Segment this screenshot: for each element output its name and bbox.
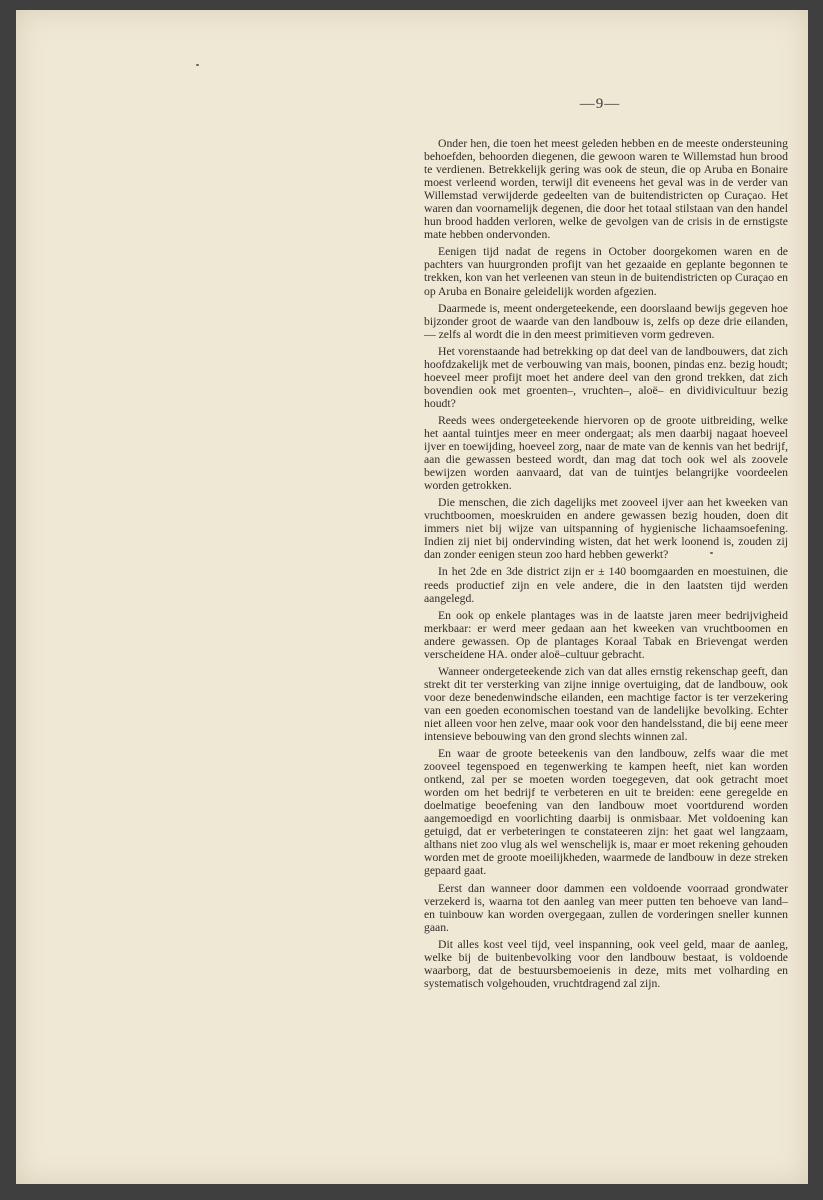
- paragraph: Dit alles kost veel tijd, veel inspanning, ook veel geld, maar de aanleg, welke bij de buitenbevolking voor den landbouw bestaat, is voldoende waarborg, dat de bestuursbemoeienis in deze, mits met volharding en systematisch volgehouden, vruchtdragend zal zijn.: [424, 937, 788, 990]
- paragraph: Reeds wees ondergeteekende hiervoren op de groote uitbreiding, welke het aantal tuintjes meer en meer ondergaat; als men daarbij nagaat hoeveel ijver en toewijding, hoeveel zorg, naar de mate van de kennis van het bedrijf, aan die gewassen besteed wordt, dan mag dat toch ook wel als zoovele bewijzen worden aanvaard, dat van de tuintjes belangrijke voordeelen worden getrokken.: [424, 413, 788, 493]
- paragraph: Eerst dan wanneer door dammen een voldoende voorraad grondwater verzekerd is, waarna tot den aanleg van meer putten ten behoeve van land– en tuinbouw kan worden overgegaan, zullen de vorderingen sneller kunnen gaan.: [424, 881, 788, 934]
- paragraph: En waar de groote beteekenis van den landbouw, zelfs waar die met zooveel tegenspoed en tegenwerking te kampen heeft, niet kan worden ontkend, zal per se moeten worden toegegeven, dat ook getracht moet worden om het bedrijf te verbeteren en uit te breiden: eene geregelde en doelmatige beoefening van den landbouw moet voortdurend worden aangemoedigd en voorlichting daarbij is onmisbaar. Met voldoening kan getuigd, dat er verbeteringen te constateeren zijn: het gaat wel langzaam, althans niet zoo vlug als wel wenschelijk is, maar er moet rekening gehouden worden met de groote moeilijkheden, waarmede de landbouw in deze streken gepaard gaat.: [424, 747, 788, 878]
- body-text-column: [424, 137, 788, 994]
- paragraph: Eenigen tijd nadat de regens in October doorgekomen waren en de pachters van huurgronden profijt van het gezaaide en geplante begonnen te trekken, kon van het verleenen van steun in de buitendistricten op Curaçao en op Aruba en Bonaire geleidelijk worden afgezien.: [424, 245, 788, 298]
- page-number: —9—: [579, 96, 621, 112]
- paragraph: Onder hen, die toen het meest geleden hebben en de meeste ondersteuning behoefden, behoorden diegenen, die gewoon waren te Willemstad hun brood te verdienen. Betrekkelijk gering was ook de steun, die op Aruba en Bonaire moest verleend worden, terwijl dit eveneens het geval was in de verder van Willemstad verwijderde gedeelten van de buitendistricten op Curaçao. Het waren dan voornamelijk degenen, die door het totaal stilstaan van den handel hun brood hadden verloren, welke de gevolgen van de crisis in de ernstigste mate hebben ondervonden.: [424, 137, 788, 242]
- paragraph: Het vorenstaande had betrekking op dat deel van de landbouwers, dat zich hoofdzakelijk met de verbouwing van mais, boonen, pindas enz. bezig houdt; hoeveel meer profijt moet het andere deel van den grond trekken, dat zich bovendien ook met groenten–, vruchten–, aloë– en dividivicultuur bezig houdt?: [424, 344, 788, 410]
- paragraph: En ook op enkele plantages was in de laatste jaren meer bedrijvigheid merkbaar: er werd meer gedaan aan het kweeken van vruchtboomen en andere gewassen. Op de plantages Koraal Tabak en Brievengat werden verscheidene HA. onder aloë–cultuur gebracht.: [424, 608, 788, 661]
- paragraph: Wanneer ondergeteekende zich van dat alles ernstig rekenschap geeft, dan strekt dit ter versterking van zijne innige overtuiging, dat de landbouw, ook voor deze benedenwindsche eilanden, een machtige factor is ter verzekering van een goeden economischen toestand van de landelijke bevolking. Echter niet alleen voor hen zelve, maar ook voor den handelsstand, die bij eene meer intensieve bebouwing van den grond slechts winnen zal.: [424, 664, 788, 744]
- paragraph: Daarmede is, meent ondergeteekende, een doorslaand bewijs gegeven hoe bijzonder groot de waarde van den landbouw is, zelfs op deze drie eilanden, — zelfs al wordt die in den meest primitieven vorm gedreven.: [424, 301, 788, 341]
- paragraph: In het 2de en 3de district zijn er ± 140 boomgaarden en moestuinen, die reeds productief zijn en vele andere, die in den laatsten tijd werden aangelegd.: [424, 565, 788, 605]
- paper-speck: [196, 64, 199, 66]
- paragraph: Die menschen, die zich dagelijks met zooveel ijver aan het kweeken van vruchtboomen, moeskruiden en andere gewassen bezig houden, doen dit immers niet bij wijze van uitspanning of hygienische lichaamsoefening. Indien zij niet bij ondervinding wisten, dat het werk loonend is, zouden zij dan zonder eenigen steun zoo hard hebben gewerkt?: [424, 496, 788, 562]
